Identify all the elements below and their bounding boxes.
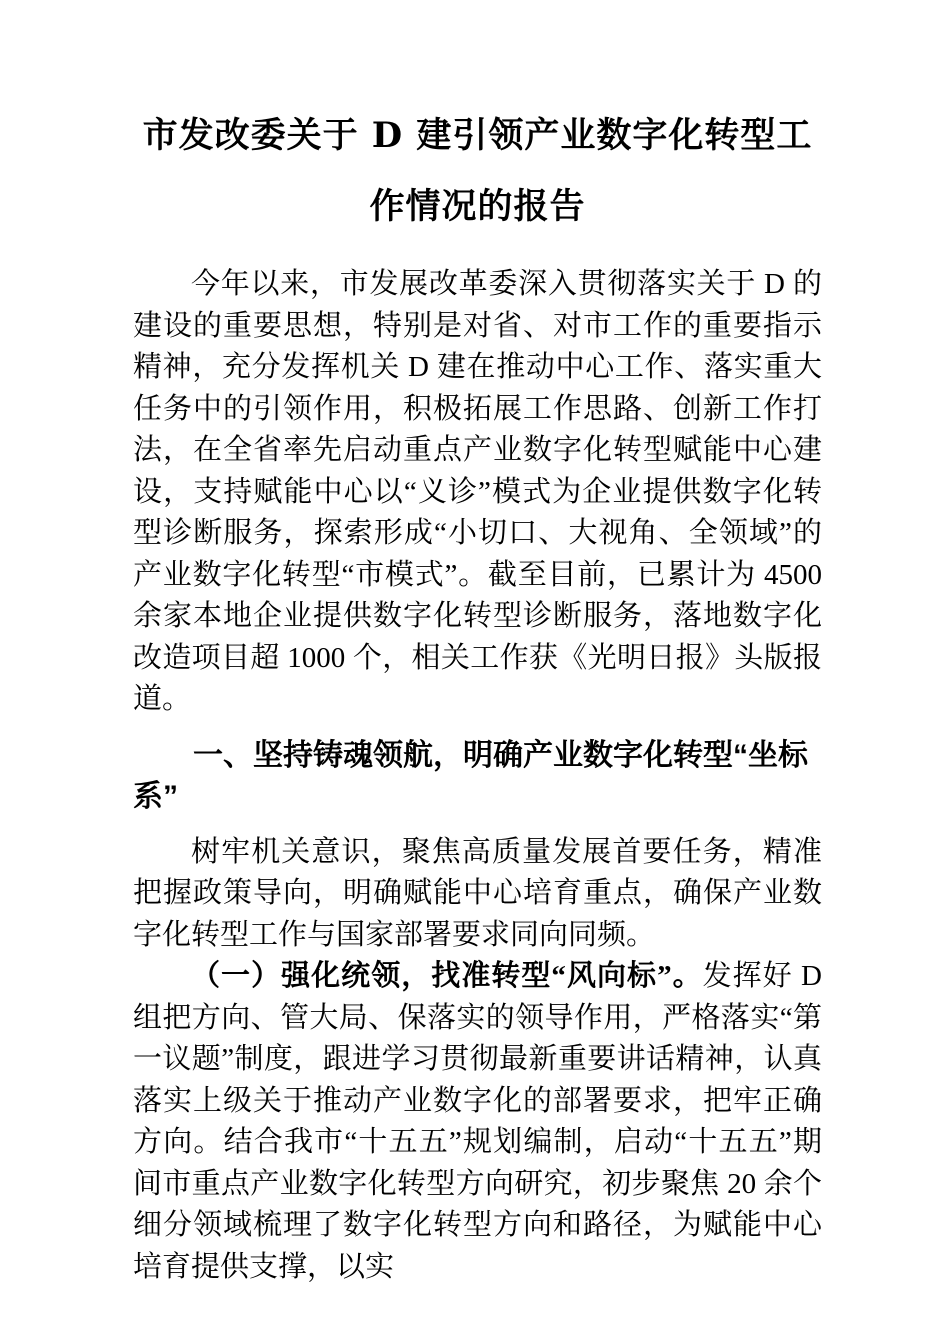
document-title: 市发改委关于 D 建引领产业数字化转型工作情况的报告: [142, 115, 813, 227]
item-1-lead: （一）强化统领，找准转型“风向标”。: [191, 960, 703, 992]
section-1-paragraph: 树牢机关意识，聚焦高质量发展首要任务，精准把握政策导向，明确赋能中心培育重点，确保产业数字化转型工作与国家部署要求同向同频。: [133, 835, 822, 951]
intro-paragraph: 今年以来，市发展改革委深入贯彻落实关于 D 的建设的重要思想，特别是对省、对市工作的重要指示精神，充分发挥机关 D 建在推动中心工作、落实重大任务中的引领作用，积极拓展工作思路、创新工作打法，在全省率先启动重点产业数字化转型赋能中心建设，支持赋能中心以“义诊”模式为企业提供数字化转型诊断服务，探索形成“小切口、大视角、全领域”的产业数字化转型“市模式”。截至目前，已累计为 4500 余家本地企业提供数字化转型诊断服务，落地数字化改造项目超 1000 个，相关工作获《光明日报》头版报道。: [133, 268, 822, 715]
section-1-heading: 一、坚持铸魂领航，明确产业数字化转型“坐标系”: [133, 738, 808, 813]
section-1-item-1: [133, 956, 822, 1288]
item-1-text: 发挥好 D 组把方向、管大局、保落实的领导作用，严格落实“第一议题”制度，跟进学习贯彻最新重要讲话精神，认真落实上级关于推动产业数字化的部署要求，把牢正确方向。结合我市“十五五”规划编制，启动“十五五”期间市重点产业数字化转型方向研究，初步聚焦 20 余个细分领域梳理了数字化转型方向和路径，为赋能中心培育提供支撑，以实: [133, 960, 822, 1283]
